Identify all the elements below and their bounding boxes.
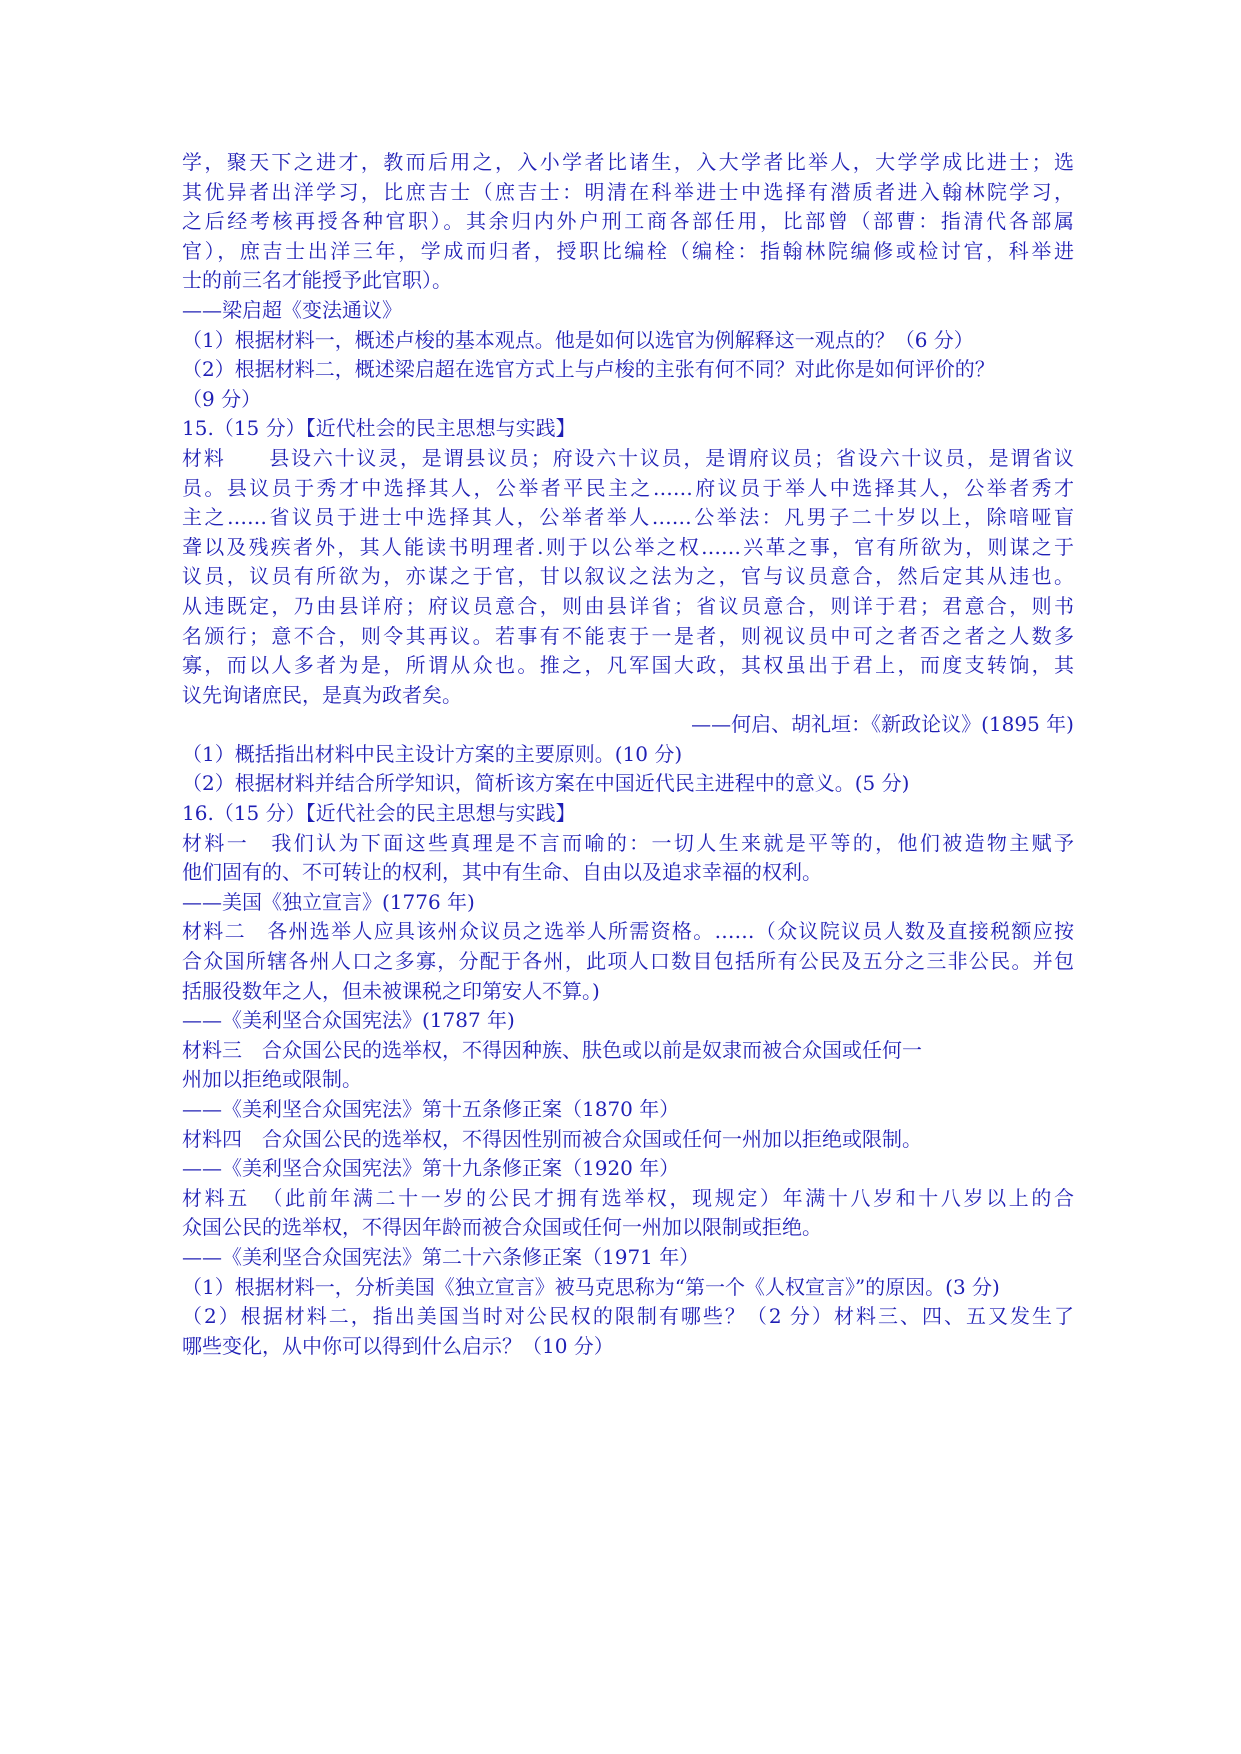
text-line: 从违既定，乃由县详府；府议员意合，则由县详省；省议员意合，则详于君；君意合，则书 (182, 593, 1074, 618)
text-line: 合众国所辖各州人口之多寡，分配于各州，此项人口数目包括所有公民及五分之三非公民。并包 (182, 949, 1074, 974)
text-line: 州加以拒绝或限制。 (182, 1067, 362, 1092)
text-line: 学，聚天下之进才，教而后用之，入小学者比诸生，入大学者比举人，大学学成比进士；选 (182, 150, 1074, 174)
text-line: ——何启、胡礼垣：《新政论议》(1895 年) (691, 712, 1074, 737)
text-line: （1）根据材料一，分析美国《独立宣言》被马克思称为“第一个《人权宣言》”的原因。(3 分) (182, 1274, 1000, 1299)
text-line: 议先询诸庶民，是真为政者矣。 (182, 682, 462, 707)
text-line: 他们固有的、不可转让的权利，其中有生命、自由以及追求幸福的权利。 (182, 860, 822, 885)
text-line: 议员，议员有所欲为，亦谋之于官，甘以叙议之法为之，官与议员意合，然后定其从违也。 (182, 564, 1074, 589)
text-line: ——《美利坚合众国宪法》第二十六条修正案（1971 年） (182, 1244, 700, 1269)
text-line: ——《美利坚合众国宪法》第十五条修正案（1870 年） (182, 1097, 680, 1121)
text-line: ——《美利坚合众国宪法》(1787 年) (182, 1008, 515, 1033)
text-line: 寡，而以人多者为是，所谓从众也。推之，凡军国大政，其权虽出于君上，而度支转饷，其 (182, 653, 1074, 678)
text-line: （9 分） (182, 386, 262, 411)
text-line: 15.（15 分）【近代杜会的民主思想与实践】 (182, 416, 576, 441)
text-line: （2）根据材料二，概述梁启超在选官方式上与卢梭的主张有何不同？对此你是如何评价的？ (182, 357, 995, 382)
text-line: 括服役数年之人，但未被课税之印第安人不算。) (182, 978, 600, 1003)
text-line: 之后经考核再授各种官职）。其余归内外户刑工商各部任用，比部曾（部曹：指清代各部属 (182, 209, 1074, 234)
text-line: 聋以及残疾者外，其人能读书明理者.则于以公举之权……兴革之事，官有所欲为，则谋之于 (182, 534, 1074, 559)
text-line: （2）根据材料并结合所学知识，简析该方案在中国近代民主进程中的意义。(5 分) (182, 771, 910, 796)
text-line: 材料三 合众国公民的选举权，不得因种族、肤色或以前是奴隶而被合众国或任何一 (182, 1037, 922, 1062)
text-line: 16.（15 分）【近代社会的民主思想与实践】 (182, 801, 576, 826)
text-line: 材料二 各州选举人应具该州众议员之选举人所需资格。……（众议院议员人数及直接税额应按 (182, 919, 1074, 944)
text-line: 材料五 （此前年满二十一岁的公民才拥有选举权，现规定）年满十八岁和十八岁以上的合 (182, 1185, 1074, 1210)
text-line: ——《美利坚合众国宪法》第十九条修正案（1920 年） (182, 1156, 680, 1181)
document-body (182, 148, 1074, 1361)
text-line: 材料一 我们认为下面这些真理是不言而喻的：一切人生来就是平等的，他们被造物主赋予 (182, 830, 1074, 855)
text-line: 主之……省议员于进士中选择其人，公举者举人……公举法：凡男子二十岁以上，除喑哑盲 (182, 505, 1074, 530)
text-line: ——梁启超《变法通议》 (182, 297, 402, 322)
text-line: （1）根据材料一，概述卢梭的基本观点。他是如何以选官为例解释这一观点的？（6 分） (182, 327, 974, 352)
text-line: 材料四 合众国公民的选举权，不得因性别而被合众国或任何一州加以拒绝或限制。 (182, 1126, 922, 1151)
text-line: 士的前三名才能授予此官职）。 (182, 268, 452, 293)
text-line: 官），庶吉士出洋三年，学成而归者，授职比编栓（编栓：指翰林院编修或检讨官，科举进 (182, 238, 1074, 263)
text-line: （2）根据材料二，指出美国当时对公民权的限制有哪些？（2 分）材料三、四、五又发生了 (182, 1304, 1074, 1329)
text-line: 哪些变化，从中你可以得到什么启示？（10 分） (182, 1333, 614, 1358)
text-line: 众国公民的选举权，不得因年龄而被合众国或任何一州加以限制或拒绝。 (182, 1215, 822, 1240)
text-line: 员。县议员于秀才中选择其人，公举者平民主之……府议员于举人中选择其人，公举者秀才 (182, 475, 1074, 500)
text-line: （1）概括指出材料中民主设计方案的主要原则。(10 分) (182, 741, 683, 766)
text-line: ——美国《独立宣言》(1776 年) (182, 889, 475, 914)
text-line: 材料 县设六十议灵，是谓县议员；府设六十议员，是谓府议员；省设六十议员，是谓省议 (182, 445, 1074, 470)
text-line: 名颁行；意不合，则令其再议。若事有不能衷于一是者，则视议员中可之者否之者之人数多 (182, 623, 1074, 648)
text-line: 其优异者出洋学习，比庶吉士（庶吉士：明清在科举进士中选择有潜质者进入翰林院学习， (182, 179, 1074, 204)
